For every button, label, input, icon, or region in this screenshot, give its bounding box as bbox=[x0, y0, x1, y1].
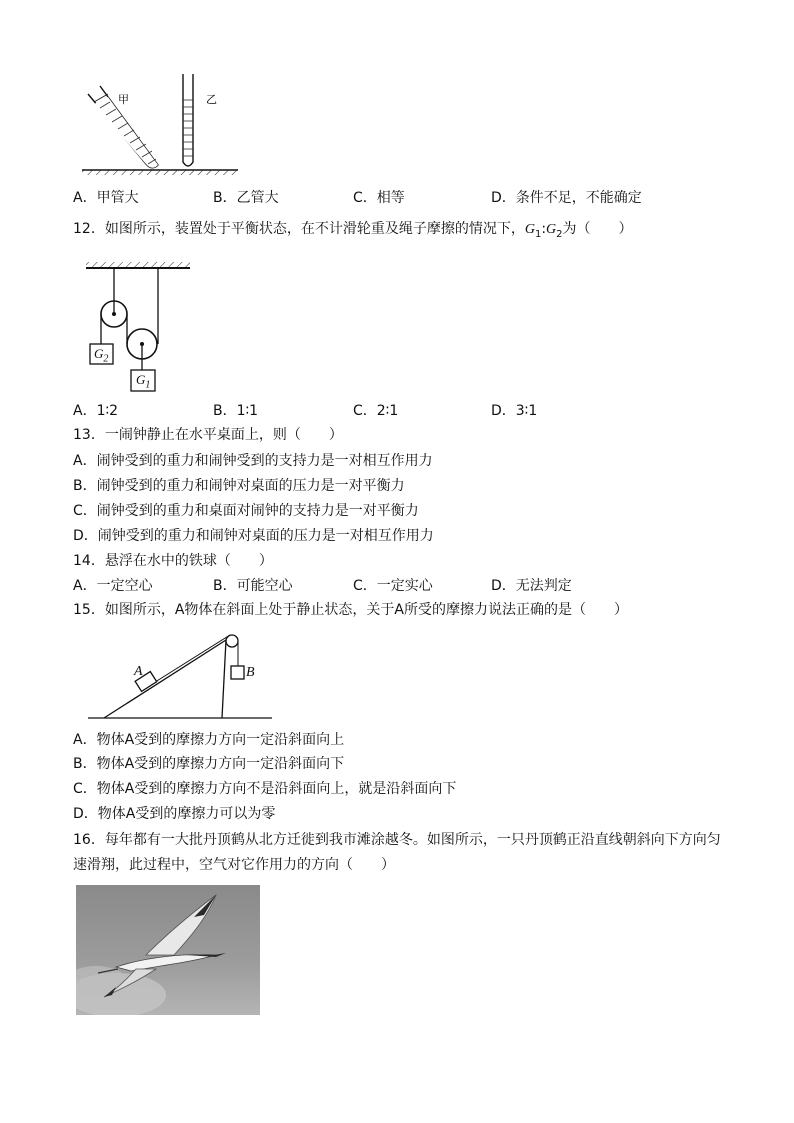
tube-yi-label: 乙 bbox=[206, 93, 217, 106]
q16-stem-line1: 16．每年都有一大批丹顶鹤从北方迁徙到我市滩涂越冬。如图所示，一只丹顶鹤正沿直线朝斜向下方向匀 bbox=[73, 832, 721, 848]
q12-ratio-g1: G bbox=[524, 222, 535, 237]
q11-option-a: A．甲管大 bbox=[73, 190, 139, 206]
q11-option-c: C．相等 bbox=[353, 190, 405, 206]
q14-stem: 14．悬浮在水中的铁球（ ） bbox=[73, 553, 273, 569]
q15-option-c: C．物体A受到的摩擦力方向不是沿斜面向上，就是沿斜面向下 bbox=[73, 781, 457, 797]
q15-label-b: B bbox=[246, 665, 255, 680]
q12-stem-suffix: 为（ ） bbox=[562, 221, 633, 237]
q13-option-a: A．闹钟受到的重力和闹钟受到的支持力是一对相互作用力 bbox=[73, 453, 433, 469]
q15-label-a: A bbox=[134, 664, 143, 679]
q11-option-d: D．条件不足，不能确定 bbox=[491, 190, 642, 206]
q12-box-g2: $G_2$ bbox=[94, 346, 109, 365]
q12-stem bbox=[73, 220, 633, 244]
q12-pulley-figure bbox=[84, 258, 194, 394]
q12-ratio-sub1: 1 bbox=[534, 228, 542, 240]
q16-stem-line2: 速滑翔，此过程中，空气对它作用力的方向（ ） bbox=[73, 857, 395, 873]
q12-stem-prefix: 12．如图所示，装置处于平衡状态，在不计滑轮重及绳子摩擦的情况下， bbox=[73, 221, 525, 237]
q14-option-b: B．可能空心 bbox=[213, 578, 293, 594]
q11-tubes-figure bbox=[80, 72, 240, 178]
q14-option-c: C．一定实心 bbox=[353, 578, 433, 594]
q12-option-a: A．1∶2 bbox=[73, 403, 119, 419]
q16-crane-photo bbox=[76, 885, 260, 1015]
q12-box-g1: $G_1$ bbox=[136, 372, 151, 391]
q12-ratio-sub2: 2 bbox=[556, 228, 563, 240]
q14-option-d: D．无法判定 bbox=[491, 578, 572, 594]
q15-incline-figure bbox=[86, 628, 276, 722]
tube-yi bbox=[183, 74, 193, 166]
q12-option-d: D．3∶1 bbox=[491, 403, 538, 419]
tube-jia-label: 甲 bbox=[118, 93, 129, 106]
q13-option-d: D．闹钟受到的重力和闹钟对桌面的压力是一对相互作用力 bbox=[73, 528, 434, 544]
q13-stem: 13．一闹钟静止在水平桌面上，则（ ） bbox=[73, 427, 343, 443]
q13-option-b: B．闹钟受到的重力和闹钟对桌面的压力是一对平衡力 bbox=[73, 478, 405, 494]
q12-ratio-colon: : bbox=[541, 221, 547, 237]
q13-option-c: C．闹钟受到的重力和桌面对闹钟的支持力是一对平衡力 bbox=[73, 503, 419, 519]
q11-option-b: B．乙管大 bbox=[213, 190, 279, 206]
q15-option-a: A．物体A受到的摩擦力方向一定沿斜面向上 bbox=[73, 732, 345, 748]
q15-option-b: B．物体A受到的摩擦力方向一定沿斜面向下 bbox=[73, 756, 345, 772]
q12-option-c: C．2∶1 bbox=[353, 403, 399, 419]
q12-option-b: B．1∶1 bbox=[213, 403, 259, 419]
q15-option-d: D．物体A受到的摩擦力可以为零 bbox=[73, 806, 276, 822]
q14-option-a: A．一定空心 bbox=[73, 578, 153, 594]
q15-stem: 15．如图所示，A物体在斜面上处于静止状态，关于A所受的摩擦力说法正确的是（ ） bbox=[73, 602, 628, 618]
q12-ratio-g2: G bbox=[546, 222, 557, 237]
